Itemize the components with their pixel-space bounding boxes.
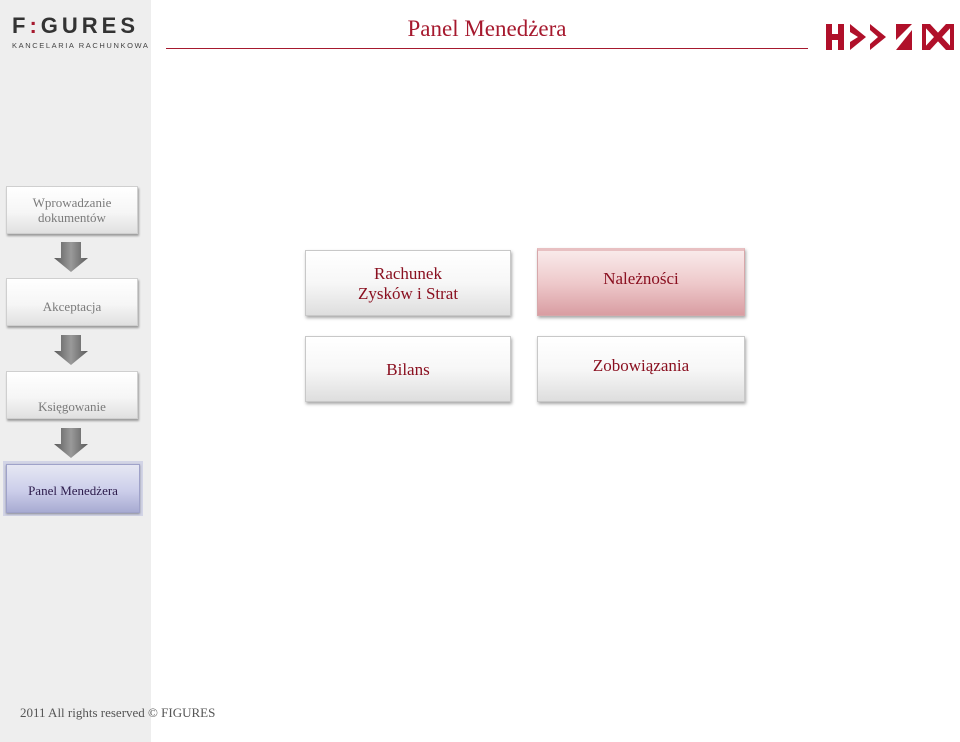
step-panel-menedzera[interactable] (3, 461, 143, 516)
footer-copyright: 2011 All rights reserved © FIGURES (20, 705, 216, 720)
step-label: Panel Menedżera (28, 482, 118, 498)
tile-zobowiazania[interactable] (537, 336, 745, 402)
hdpa-logo-icon (826, 24, 954, 50)
logo-subtitle: KANCELARIA RACHUNKOWA (12, 41, 150, 50)
step-ksiegowanie[interactable] (6, 371, 138, 419)
tile-label: Bilans (386, 360, 430, 379)
tile-label: Zobowiązania (592, 356, 690, 375)
arrow-down-icon (54, 428, 88, 458)
tile-naleznosci[interactable] (537, 248, 745, 316)
step-label: Księgowanie (38, 398, 106, 414)
title-underline (166, 48, 808, 49)
step-label-line1: Wprowadzanie (32, 195, 112, 210)
logo-wordmark: F:GURES (12, 13, 140, 38)
step-akceptacja[interactable] (6, 278, 138, 326)
tile-bilans[interactable] (305, 336, 511, 402)
tile-label-line2: Zysków i Strat (357, 284, 459, 303)
step-panel-menedzera-inner (6, 464, 140, 513)
step-wprowadzanie-dokumentow[interactable] (6, 186, 138, 234)
tile-rachunek-zyskow-i-strat[interactable] (305, 250, 511, 316)
arrow-down-icon (54, 242, 88, 272)
page-title: Panel Menedżera (407, 16, 567, 41)
step-label: Akceptacja (42, 298, 102, 314)
step-label-line2: dokumentów (38, 210, 106, 225)
tile-label: Należności (603, 269, 679, 288)
tile-label-line1: Rachunek (374, 264, 442, 283)
figures-logo[interactable] (12, 13, 150, 54)
arrow-down-icon (54, 335, 88, 365)
